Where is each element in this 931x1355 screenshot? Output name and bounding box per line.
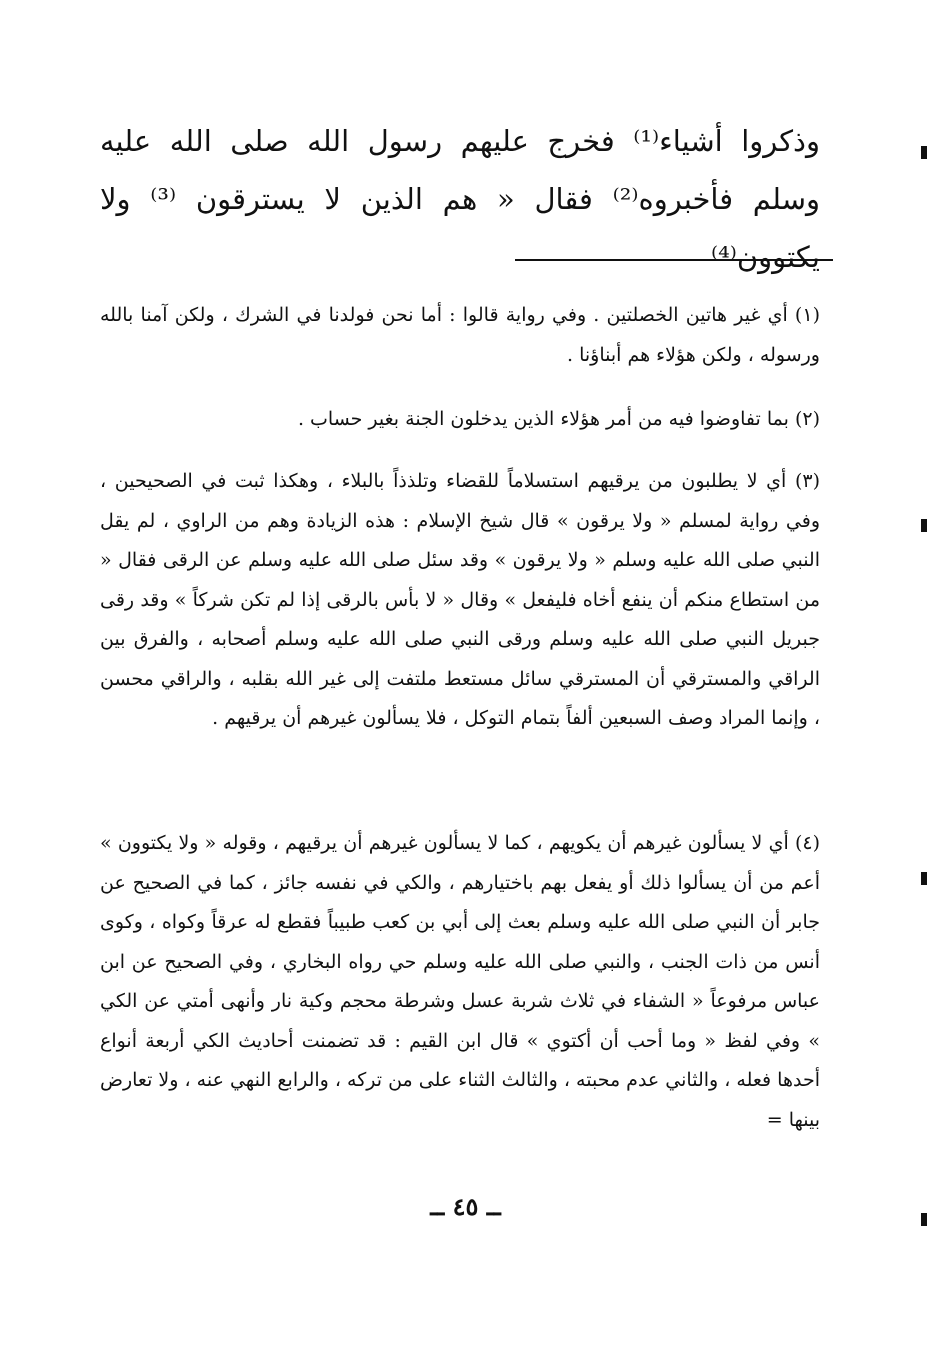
page-number: ــ ٤٥ ــ	[430, 1192, 501, 1221]
footnote-separator	[515, 259, 833, 261]
margin-mark	[921, 519, 927, 532]
footnote-3: (٣) أي لا يطلبون من يرقيهم استسلاماً للقضاء وتلذذاً بالبلاء ، وهكذا ثبت في الصحيحين ، وفي رواية لمسلم « ولا يرقون » قال شيخ الإسلام : هذه الزيادة وهم من الراوي ، لم يقل النبي صلى الله عليه وسلم « ولا يرقون » وقد سئل صلى الله عليه وسلم عن الرقى فقال « من استطاع منكم أن ينفع أخاه فليفعل » وقال « لا بأس بالرقى إذا لم تكن شركاً » وقد رقى جبريل النبي صلى الله عليه وسلم ورقى النبي صلى الله عليه وسلم أصحابه ، والفرق بين الراقي والمسترقي أن المسترقي سائل مستعط ملتفت إلى غير الله بقلبه ، والراقي محسن ، وإنما المراد وصف السبعين ألفاً بتمام التوكل ، فلا يسألون غيرهم أن يرقيهم .	[100, 470, 820, 729]
footnote-4: (٤) أي لا يسألون غيرهم أن يكويهم ، كما لا يسألون غيرهم أن يرقيهم ، وقوله « ولا يكتوون » أعم من أن يسألوا ذلك أو يفعل بهم باختيارهم ، والكي في نفسه جائز ، كما في الصحيح عن جابر أن النبي صلى الله عليه وسلم بعث إلى أبي بن كعب طبيباً فقطع له عرقاً وكواه ، وكوى أنس من ذات الجنب ، والنبي صلى الله عليه وسلم حي رواه البخاري ، وفي الصحيح عن ابن عباس مرفوعاً « الشفاء في ثلاث شربة عسل وشرطة محجم وكية نار وأنهى أمتي عن الكي » وفي لفظ « وما أحب أن أكتوي » قال ابن القيم : قد تضمنت أحاديث الكي أربعة أنواع أحدها فعله ، والثاني عدم محبته ، والثالث الثناء على من تركه ، والرابع النهي عنه ، ولا تعارض بينها =	[100, 832, 820, 1131]
margin-mark	[921, 146, 927, 159]
main-text: وذكروا أشياء⁽¹⁾ فخرج عليهم رسول الله صلى الله عليه وسلم فأخبروه⁽²⁾ فقال « هم الذين لا يسترقون ⁽³⁾ ولا يكتوون⁽⁴⁾	[100, 124, 820, 274]
margin-mark	[921, 1213, 927, 1226]
footnote-2: (٢) بما تفاوضوا فيه من أمر هؤلاء الذين يدخلون الجنة بغير حساب .	[297, 408, 820, 430]
margin-mark	[921, 872, 927, 885]
footnote-1: (١) أي غير هاتين الخصلتين . وفي رواية قالوا : أما نحن فولدنا في الشرك ، ولكن آمنا بالله ورسوله ، ولكن هؤلاء هم أبناؤنا .	[100, 304, 820, 366]
